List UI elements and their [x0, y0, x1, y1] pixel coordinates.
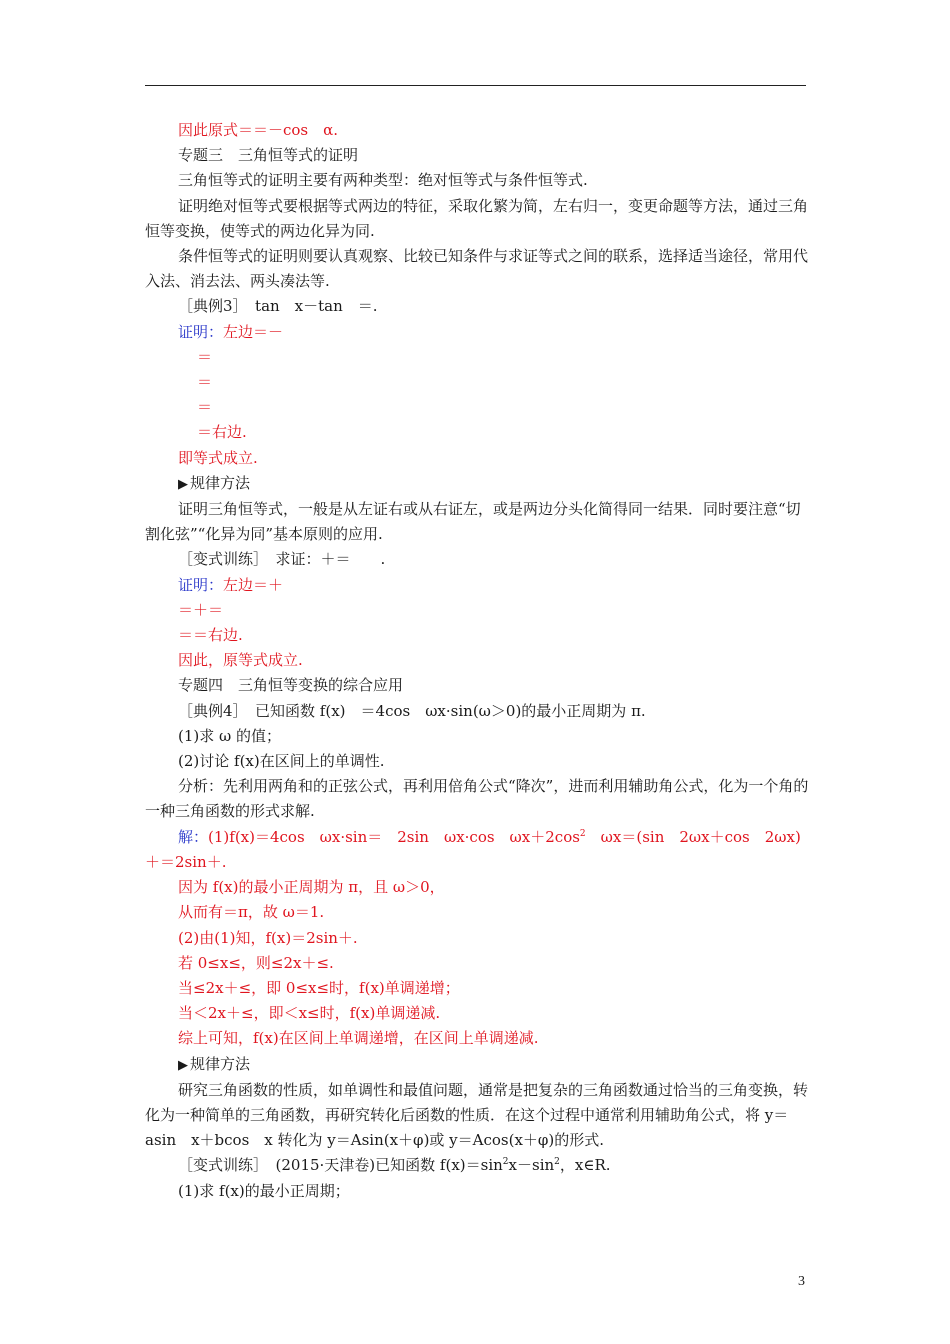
proof-step: ＝＝右边.: [178, 626, 243, 645]
paragraph: 证明三角恒等式，一般是从左证右或从右证左，或是两边分头化简得同一结果．同时要注意“切割化弦”“化异为同”基本原则的应用.: [145, 500, 801, 544]
solution-line: (2)由(1)知，f(x)＝2sin＋.: [178, 928, 358, 947]
method-label: 规律方法: [190, 1054, 251, 1073]
example-heading: ［典例4］ 已知函数 f(x) ＝4cos ωx·sin(ω＞0)的最小正周期为 π.: [178, 701, 646, 720]
section-heading: 专题四 三角恒等变换的综合应用: [178, 676, 404, 695]
proof-line: [145, 573, 810, 598]
question-item: (1)求 ω 的值；: [178, 726, 282, 745]
paragraph: 研究三角函数的性质，如单调性和最值问题，通常是把复杂的三角函数通过恰当的三角变换，转化为一种简单的三角函数，再研究转化后函数的性质．在这个过程中通常利用辅助角公式，将 y＝asin x＋bcos x 转化为 y＝Asin(x＋φ)或 y＝Acos(x＋φ)的形式.: [145, 1080, 809, 1150]
solution-line: 当≤2x＋≤，即 0≤x≤时，f(x)单调递增；: [178, 978, 460, 997]
page-number: 3: [798, 1274, 805, 1289]
paragraph: 条件恒等式的证明则要认真观察、比较已知条件与求证等式之间的联系，选择适当途径，常用代入法、消去法、两头凑法等.: [145, 247, 809, 291]
solution-line: 综上可知，f(x)在区间上单调递增，在区间上单调递减.: [178, 1029, 539, 1048]
solution-text: (1)f(x)＝4cos ωx·sin＝ 2sin ωx·cos ωx＋2cos: [208, 827, 580, 846]
section-heading: 专题三 三角恒等式的证明: [178, 146, 359, 165]
exercise-heading: [145, 1153, 810, 1178]
proof-step: ＝: [197, 373, 213, 392]
solution-label: 解：: [178, 827, 209, 846]
proof-text: 左边＝＋: [223, 575, 284, 594]
text-line: 因此原式＝＝－cos α.: [178, 121, 339, 139]
superscript: 2: [502, 1157, 509, 1168]
solution-text: ωx＝(sin 2ωx＋cos 2ωx)＋＝2sin＋.: [145, 827, 801, 871]
page-body: [145, 118, 810, 1204]
superscript: 2: [554, 1157, 560, 1168]
header-rule: [145, 85, 806, 86]
proof-step: ＝: [197, 398, 213, 417]
method-heading: [145, 471, 810, 497]
solution-paragraph: [145, 825, 810, 875]
proof-text: 左边＝－: [223, 322, 284, 341]
text-line: 三角恒等式的证明主要有两种类型：绝对恒等式与条件恒等式.: [178, 171, 588, 190]
superscript: 2: [579, 828, 586, 839]
proof-conclusion: 因此，原等式成立.: [178, 651, 303, 670]
proof-conclusion: 即等式成立.: [178, 448, 258, 467]
paragraph: 证明绝对恒等式要根据等式两边的特征，采取化繁为简，左右归一，变更命题等方法，通过三角恒等变换，使等式的两边化异为同.: [145, 196, 809, 240]
exercise-text: ，x∈R.: [559, 1156, 611, 1175]
analysis-paragraph: 分析：先利用两角和的正弦公式，再利用倍角公式“降次”，进而利用辅助角公式，化为一个角的一种三角函数的形式求解.: [145, 777, 809, 821]
method-label: 规律方法: [190, 473, 251, 492]
proof-line: [145, 320, 810, 345]
proof-step: ＝: [197, 347, 213, 366]
example-heading: ［典例3］ tan x－tan ＝.: [178, 297, 378, 316]
method-heading: [145, 1052, 810, 1078]
proof-step: ＝＋＝: [178, 600, 224, 619]
triangle-icon: ▶: [178, 476, 188, 492]
proof-label: 证明：: [178, 322, 224, 341]
solution-line: 从而有＝π，故 ω＝1.: [178, 903, 325, 922]
proof-label: 证明：: [178, 575, 224, 594]
solution-line: 当＜2x＋≤，即＜x≤时，f(x)单调递减.: [178, 1004, 441, 1023]
question-item: (2)讨论 f(x)在区间上的单调性.: [178, 752, 385, 771]
exercise-text: ［变式训练］ (2015·天津卷)已知函数 f(x)＝sin: [178, 1156, 503, 1175]
triangle-icon: ▶: [178, 1057, 188, 1073]
proof-step: ＝右边.: [197, 423, 247, 442]
exercise-text: x－sin: [508, 1156, 555, 1175]
exercise-heading: ［变式训练］ 求证：＋＝ .: [178, 550, 386, 569]
solution-line: 若 0≤x≤，则≤2x＋≤.: [178, 953, 334, 972]
solution-line: 因为 f(x)的最小正周期为 π，且 ω＞0，: [178, 878, 445, 897]
question-item: (1)求 f(x)的最小正周期；: [178, 1181, 350, 1200]
